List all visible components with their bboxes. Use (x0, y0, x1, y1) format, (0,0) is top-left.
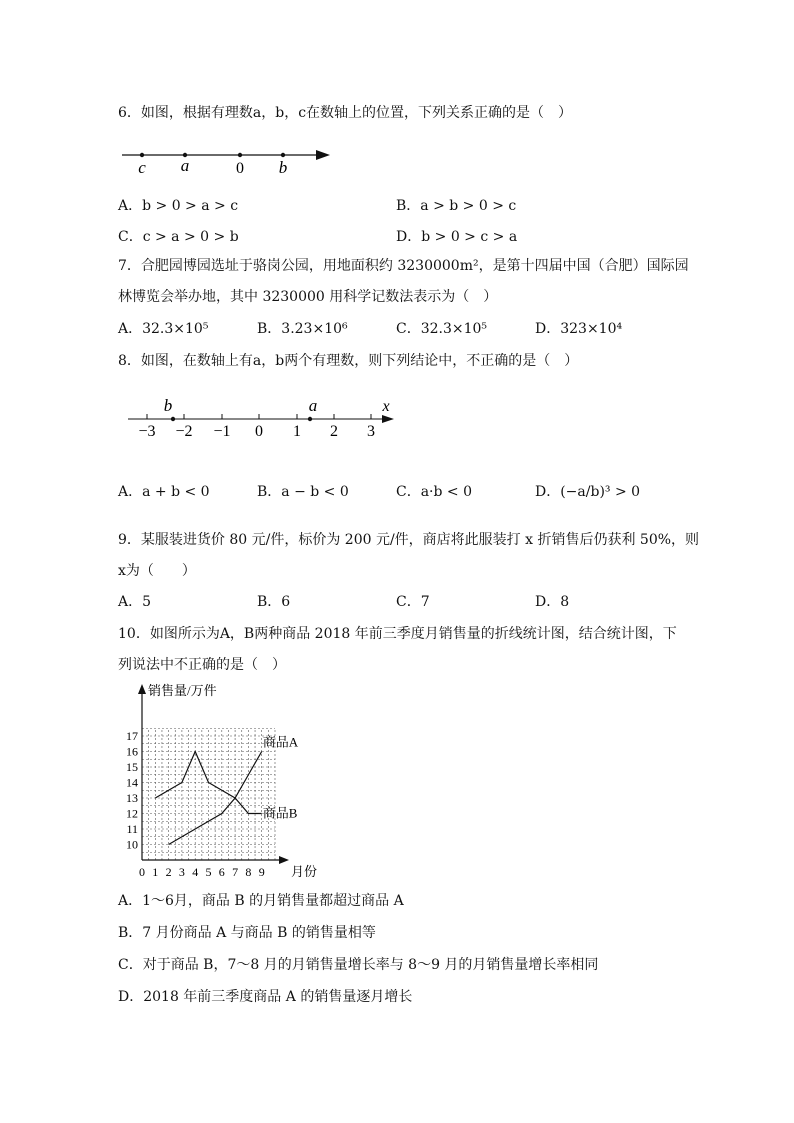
q10-question-line1: 10．如图所示为A，B两种商品 2018 年前三季度月销售量的折线统计图，结合统计图，下 (118, 626, 677, 642)
x-tick-label: 8 (245, 865, 252, 879)
y-tick-label: 11 (126, 822, 138, 836)
y-tick-label: 17 (126, 729, 138, 743)
y-tick-label: 14 (126, 775, 138, 790)
q8-label-a: a (308, 396, 318, 415)
q8-tick-label: 2 (330, 423, 338, 440)
q6-label-0: 0 (236, 160, 244, 177)
q10-option-a[interactable]: A．1～6月，商品 B 的月销售量都超过商品 A (118, 893, 404, 909)
q8-number-line (118, 392, 408, 440)
q8-tick-label: −3 (138, 423, 156, 440)
q6-label-b: b (278, 158, 288, 177)
y-tick-label: 10 (126, 837, 138, 852)
y-tick-label: 16 (126, 744, 138, 759)
y-tick-label: 13 (126, 791, 138, 805)
q8-tick-label: −2 (175, 423, 193, 440)
q8-question: 8．如图，在数轴上有a，b两个有理数，则下列结论中，不正确的是（ ） (118, 353, 579, 369)
q6-point-b (281, 153, 285, 157)
q7-option-d[interactable]: D．323×10⁴ (535, 321, 623, 337)
q10-option-d[interactable]: D．2018 年前三季度商品 A 的销售量逐月增长 (118, 989, 413, 1005)
y-tick-label: 12 (126, 806, 138, 821)
sales-line-chart (118, 682, 348, 882)
x-tick-label: 9 (258, 865, 265, 879)
q7-question-line2: 林博览会举办地，其中 3230000 用科学记数法表示为（ ） (118, 289, 498, 305)
q6-option-c[interactable]: C．c > a > 0 > b (118, 229, 239, 245)
q9-option-d[interactable]: D．8 (535, 594, 570, 610)
x-tick-label: 1 (152, 865, 159, 879)
q6-option-d[interactable]: D．b > 0 > c > a (396, 229, 518, 245)
q8-tick-label: −1 (213, 423, 231, 440)
q6-point-0 (238, 153, 242, 157)
x-tick-label: 0 (139, 865, 145, 879)
q6-option-a[interactable]: A．b > 0 > a > c (118, 198, 239, 214)
q8-point-a (308, 417, 312, 421)
q8-tick-label: 3 (367, 423, 375, 440)
legend-label-product-a: 商品A (262, 734, 299, 750)
x-tick-label: 2 (165, 865, 172, 879)
q6-option-b[interactable]: B．a > b > 0 > c (396, 198, 517, 214)
q7-option-b[interactable]: B．3.23×10⁶ (257, 321, 348, 337)
x-tick-label: 7 (232, 865, 239, 879)
x-tick-label: 4 (192, 865, 199, 879)
q7-option-c[interactable]: C．32.3×10⁵ (396, 321, 488, 337)
q6-point-c (140, 153, 144, 157)
x-axis-title: 月份 (291, 864, 318, 879)
x-tick-label: 5 (205, 865, 212, 879)
q10-question-line2: 列说法中不正确的是（ ） (118, 657, 286, 673)
q6-label-a: a (180, 156, 190, 175)
q9-option-c[interactable]: C．7 (396, 594, 430, 610)
q10-option-c[interactable]: C．对于商品 B，7～8 月的月销售量增长率与 8～9 月的月销售量增长率相同 (118, 957, 599, 973)
q9-option-b[interactable]: B．6 (257, 594, 291, 610)
q8-option-a[interactable]: A．a + b < 0 (118, 484, 210, 500)
y-axis-arrow (138, 684, 146, 694)
q7-question-line1: 7．合肥园博园选址于骆岗公园，用地面积约 3230000m²，是第十四届中国（合肥）国际园 (118, 258, 689, 274)
x-tick-label: 3 (178, 865, 185, 879)
q8-point-b (171, 417, 175, 421)
q8-axis-label-x: x (382, 398, 390, 415)
q6-label-c: c (138, 158, 146, 177)
q10-option-b[interactable]: B．7 月份商品 A 与商品 B 的销售量相等 (118, 925, 376, 941)
q9-option-a[interactable]: A．5 (118, 594, 152, 610)
q8-label-b: b (163, 396, 173, 415)
q8-tick-label: 0 (255, 423, 263, 440)
q9-question-line1: 9．某服装进货价 80 元/件，标价为 200 元/件，商店将此服装打 x 折销售后仍获利 50%，则 (118, 532, 700, 548)
q8-option-c[interactable]: C．a·b < 0 (396, 484, 473, 500)
q8-option-d[interactable]: D．(−a/b)³ > 0 (535, 484, 641, 500)
y-tick-label: 15 (126, 760, 138, 774)
q9-question-line2: x为（ ） (118, 563, 196, 579)
q7-option-a[interactable]: A．32.3×10⁵ (118, 321, 209, 337)
legend-label-product-b: 商品B (262, 805, 298, 821)
x-tick-label: 6 (218, 865, 225, 879)
q6-question: 6．如图，根据有理数a，b，c在数轴上的位置，下列关系正确的是（ ） (118, 105, 573, 121)
y-axis-title: 销售量/万件 (148, 683, 217, 698)
x-axis-arrow (279, 856, 289, 864)
q8-option-b[interactable]: B．a − b < 0 (257, 484, 349, 500)
q8-tick-label: 1 (293, 423, 301, 440)
q6-number-line (118, 140, 338, 180)
